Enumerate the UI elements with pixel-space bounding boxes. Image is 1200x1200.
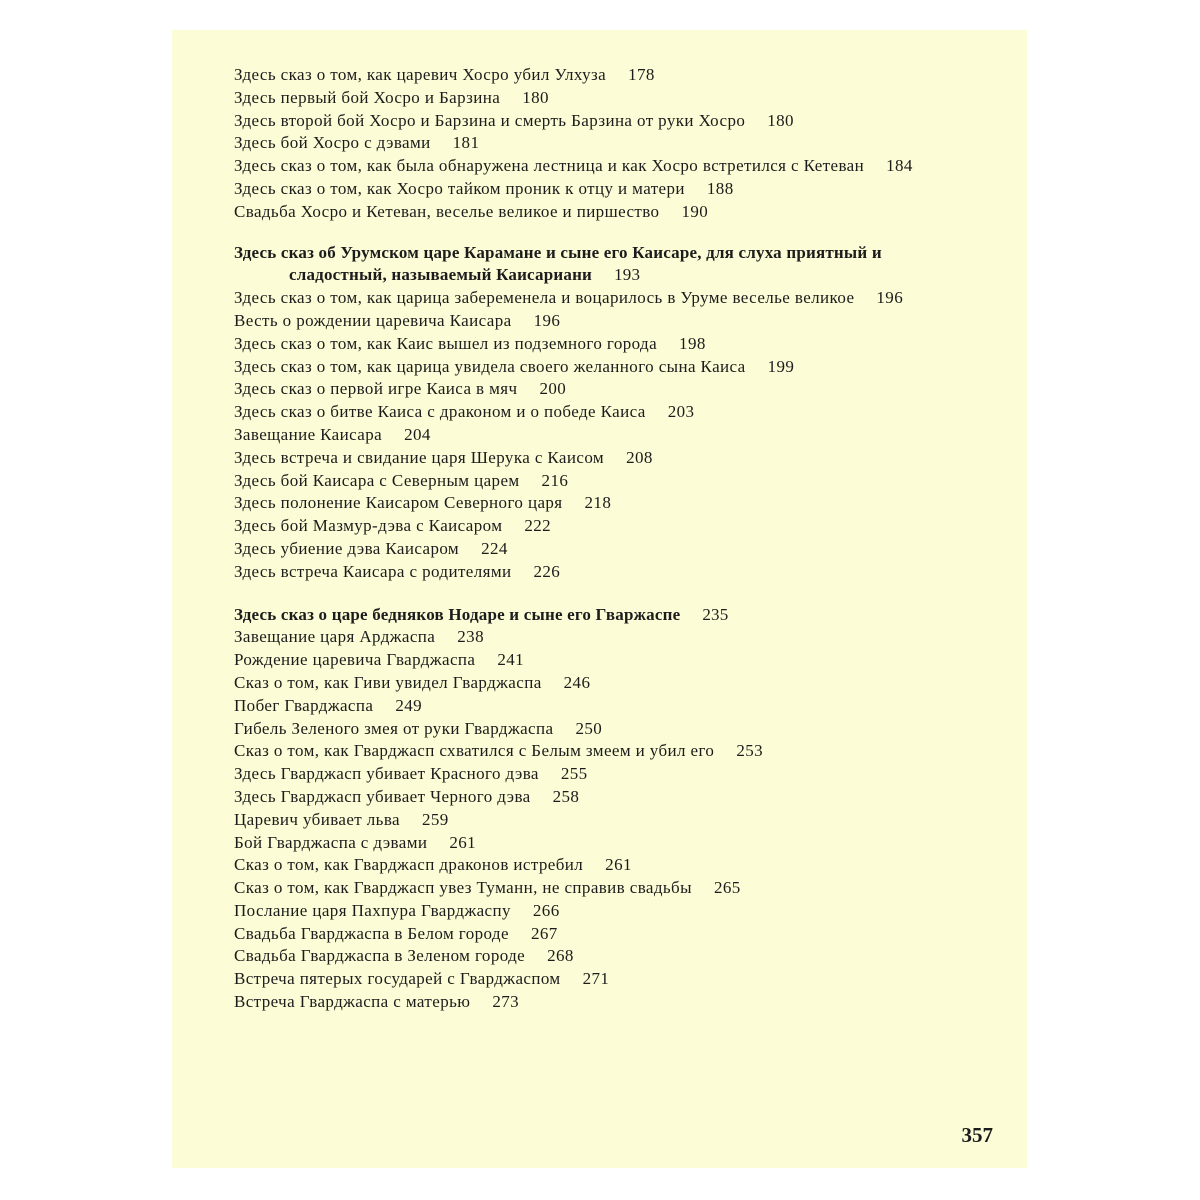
entry-page: 238 xyxy=(457,627,484,647)
toc-entry xyxy=(234,945,934,968)
entry-title: Здесь сказ о том, как царица увидела своего желанного сына Каиса xyxy=(234,356,746,376)
entry-page: 184 xyxy=(886,156,913,176)
entry-title: Бой Гварджаспа с дэвами xyxy=(234,832,428,852)
toc-entry xyxy=(234,900,934,923)
entry-title: Здесь первый бой Хосро и Барзина xyxy=(234,87,501,107)
section-gap xyxy=(234,584,934,604)
toc-entry xyxy=(234,356,889,379)
toc-entry xyxy=(234,877,934,900)
entry-title: Здесь бой Каисара с Северным царем xyxy=(234,470,520,490)
entry-title: Сказ о том, как Гварджасп увез Туманн, не справив свадьбы xyxy=(234,878,692,898)
toc-entry xyxy=(234,695,934,718)
entry-title: Здесь встреча Каисара с родителями xyxy=(234,561,512,581)
entry-page: 180 xyxy=(522,87,549,107)
entry-page: 235 xyxy=(702,604,729,624)
toc-entry xyxy=(234,132,934,155)
entry-title: Здесь убиение дэва Каисаром xyxy=(234,538,460,558)
entry-page: 196 xyxy=(876,288,904,308)
toc-entry xyxy=(234,110,889,133)
entry-title: Сказ о том, как Гварджасп драконов истребил xyxy=(234,855,584,875)
toc-entry xyxy=(234,740,934,763)
entry-page: 253 xyxy=(736,741,764,761)
entry-title: Здесь второй бой Хосро и Барзина и смерть Барзина от руки Хосро xyxy=(234,110,746,130)
entry-page: 261 xyxy=(605,855,632,875)
entry-title: Здесь Гварджасп убивает Красного дэва xyxy=(234,764,539,784)
entry-page: 246 xyxy=(563,672,591,692)
section-heading xyxy=(234,604,934,627)
toc-entry xyxy=(234,64,934,87)
entry-page: 180 xyxy=(767,110,794,130)
entry-page: 265 xyxy=(713,878,741,898)
entry-title: Здесь сказ о том, как Каис вышел из подземного города xyxy=(234,333,658,353)
entry-title: Побег Гварджаспа xyxy=(234,695,374,715)
toc-entry xyxy=(234,968,934,991)
entry-page: 199 xyxy=(767,356,795,376)
toc-entry xyxy=(234,763,934,786)
entry-title: Здесь сказ о том, как царица забеременела и воцарилось в Уруме веселье великое xyxy=(234,288,855,308)
toc-entry xyxy=(234,672,934,695)
section-gap xyxy=(234,224,934,242)
entry-page: 259 xyxy=(421,809,449,829)
toc-entry xyxy=(234,333,934,356)
entry-title: Здесь встреча и свидание царя Шерука с Каисом xyxy=(234,447,605,467)
entry-page: 261 xyxy=(449,832,477,852)
toc-entry xyxy=(234,155,959,178)
entry-page: 271 xyxy=(582,969,610,989)
toc-entry xyxy=(234,832,934,855)
section-heading-title: Здесь сказ об Урумском царе Карамане и сыне его Каисаре, для слуха приятный и сладостный, называемый Каисариани xyxy=(234,242,882,285)
entry-title: Здесь сказ о том, как Хосро тайком проник к отцу и матери xyxy=(234,178,685,198)
toc-entry xyxy=(234,447,934,470)
entry-title: Гибель Зеленого змея от руки Гварджаспа xyxy=(234,718,554,738)
toc-entry xyxy=(234,561,934,584)
toc-entry xyxy=(234,718,934,741)
entry-page: 198 xyxy=(679,333,706,353)
toc-entry xyxy=(234,470,934,493)
toc-entry xyxy=(234,178,934,201)
toc-entry xyxy=(234,87,934,110)
toc-entry xyxy=(234,424,934,447)
entry-title: Здесь сказ о первой игре Каиса в мяч xyxy=(234,379,518,399)
toc-entry xyxy=(234,492,934,515)
entry-page: 203 xyxy=(667,402,695,422)
entry-title: Свадьба Хосро и Кетеван, веселье великое и пиршество xyxy=(234,201,660,221)
section-heading-title: Здесь сказ о царе бедняков Нодаре и сыне его Гваржаспе xyxy=(234,604,681,624)
entry-page: 178 xyxy=(628,65,655,84)
entry-title: Здесь бой Хосро с дэвами xyxy=(234,133,431,153)
entry-title: Здесь сказ о битве Каиса с драконом и о победе Каиса xyxy=(234,402,646,422)
toc-entry xyxy=(234,786,934,809)
entry-page: 188 xyxy=(706,178,734,198)
entry-page: 226 xyxy=(533,561,561,581)
entry-title: Рождение царевича Гварджаспа xyxy=(234,650,476,670)
entry-page: 200 xyxy=(539,379,567,399)
table-of-contents xyxy=(234,64,934,1014)
entry-page: 204 xyxy=(404,424,431,444)
toc-entry xyxy=(234,649,934,672)
entry-page: 222 xyxy=(524,516,552,536)
entry-page: 255 xyxy=(560,764,588,784)
entry-title: Здесь Гварджасп убивает Черного дэва xyxy=(234,786,531,806)
toc-entry xyxy=(234,378,934,401)
entry-title: Встреча пятерых государей с Гварджаспом xyxy=(234,969,561,989)
entry-page: 224 xyxy=(481,538,508,558)
section-heading xyxy=(234,242,949,288)
entry-title: Царевич убивает льва xyxy=(234,809,400,829)
page-number: 357 xyxy=(961,1123,993,1147)
entry-page: 193 xyxy=(614,265,641,285)
toc-entry xyxy=(234,201,934,224)
book-page xyxy=(172,30,1027,1168)
toc-entry xyxy=(234,310,934,333)
entry-page: 196 xyxy=(533,310,561,330)
entry-page: 208 xyxy=(626,447,653,467)
entry-title: Завещание царя Арджаспа xyxy=(234,627,436,647)
entry-title: Свадьба Гварджаспа в Зеленом городе xyxy=(234,946,526,966)
entry-page: 267 xyxy=(530,923,558,943)
toc-entry xyxy=(234,401,934,424)
entry-page: 250 xyxy=(575,718,603,738)
entry-title: Здесь сказ о том, как царевич Хосро убил Улхуза xyxy=(234,65,607,84)
toc-entry xyxy=(234,809,934,832)
entry-page: 190 xyxy=(681,201,709,221)
entry-title: Свадьба Гварджаспа в Белом городе xyxy=(234,923,509,943)
entry-title: Завещание Каисара xyxy=(234,424,383,444)
entry-title: Здесь сказ о том, как была обнаружена лестница и как Хосро встретился с Кетеван xyxy=(234,156,865,176)
toc-entry xyxy=(234,923,934,946)
toc-entry xyxy=(234,287,959,310)
entry-title: Сказ о том, как Гварджасп схватился с Белым змеем и убил его xyxy=(234,741,715,761)
toc-entry xyxy=(234,854,934,877)
entry-page: 218 xyxy=(584,493,612,513)
toc-entry xyxy=(234,626,934,649)
entry-page: 258 xyxy=(552,786,580,806)
entry-page: 241 xyxy=(497,650,525,670)
entry-page: 181 xyxy=(452,133,480,153)
entry-title: Послание царя Пахпура Гварджаспу xyxy=(234,900,511,920)
entry-title: Весть о рождении царевича Каисара xyxy=(234,310,512,330)
entry-title: Сказ о том, как Гиви увидел Гварджаспа xyxy=(234,672,542,692)
entry-page: 216 xyxy=(541,470,569,490)
entry-page: 249 xyxy=(395,695,423,715)
toc-entry xyxy=(234,991,934,1014)
entry-title: Здесь бой Мазмур-дэва с Каисаром xyxy=(234,516,503,536)
entry-title: Встреча Гварджаспа с матерью xyxy=(234,992,471,1012)
entry-page: 273 xyxy=(492,992,520,1012)
entry-page: 268 xyxy=(547,946,574,966)
toc-entry xyxy=(234,515,934,538)
entry-title: Здесь полонение Каисаром Северного царя xyxy=(234,493,563,513)
toc-entry xyxy=(234,538,934,561)
entry-page: 266 xyxy=(532,900,560,920)
